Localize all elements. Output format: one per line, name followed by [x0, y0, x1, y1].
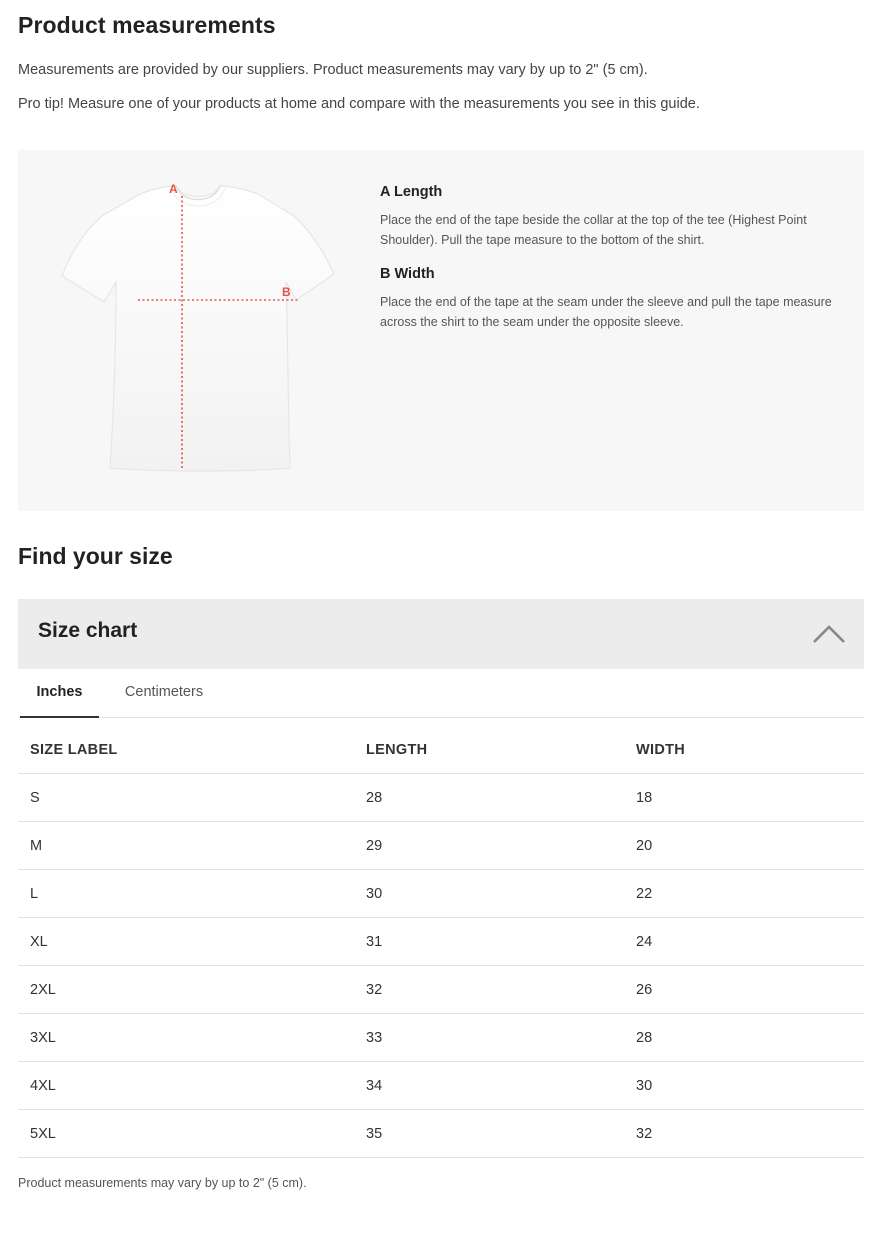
length-cell: 28 [354, 774, 624, 822]
size-cell: XL [18, 918, 354, 966]
width-cell: 18 [624, 774, 864, 822]
chevron-up-icon[interactable] [812, 623, 846, 645]
width-cell: 22 [624, 870, 864, 918]
table-row [18, 1110, 864, 1158]
table-row [18, 774, 864, 822]
measurement-guide-panel [18, 150, 864, 511]
length-cell: 29 [354, 822, 624, 870]
tshirt-diagram [58, 178, 338, 478]
width-description: Place the end of the tape at the seam under the sleeve and pull the tape measure across the shirt to the seam under the opposite sleeve. [380, 295, 832, 329]
width-cell: 24 [624, 918, 864, 966]
size-footnote: Product measurements may vary by up to 2" (5 cm). [18, 1176, 307, 1190]
column-header-width: WIDTH [624, 726, 864, 774]
size-cell: 2XL [18, 966, 354, 1014]
tab-inches[interactable]: Inches [20, 669, 99, 718]
label-a-marker: A [169, 182, 178, 196]
length-cell: 32 [354, 966, 624, 1014]
table-row [18, 870, 864, 918]
width-cell: 30 [624, 1062, 864, 1110]
size-cell: 5XL [18, 1110, 354, 1158]
pro-tip-text: Pro tip! Measure one of your products at home and compare with the measurements you see in this guide. [18, 96, 700, 112]
size-chart-title: Size chart [38, 619, 138, 642]
length-cell: 35 [354, 1110, 624, 1158]
intro-text: Measurements are provided by our suppliers. Product measurements may vary by up to 2" (5 cm). [18, 62, 648, 78]
table-row [18, 966, 864, 1014]
size-cell: S [18, 774, 354, 822]
tshirt-icon [58, 178, 338, 478]
page-title: Product measurements [18, 12, 276, 38]
length-cell: 33 [354, 1014, 624, 1062]
length-description: Place the end of the tape beside the collar at the top of the tee (Highest Point Shoulder). Pull the tape measure to the bottom of the shirt. [380, 213, 807, 247]
size-cell: L [18, 870, 354, 918]
size-cell: 4XL [18, 1062, 354, 1110]
measurement-instructions [380, 184, 840, 348]
column-header-size-label: SIZE LABEL [18, 726, 354, 774]
width-heading: B Width [380, 266, 435, 282]
size-cell: 3XL [18, 1014, 354, 1062]
tab-centimeters[interactable]: Centimeters [124, 684, 204, 700]
width-cell: 26 [624, 966, 864, 1014]
label-b-marker: B [282, 285, 291, 299]
length-cell: 30 [354, 870, 624, 918]
column-header-length: LENGTH [354, 726, 624, 774]
width-cell: 32 [624, 1110, 864, 1158]
table-row [18, 918, 864, 966]
width-cell: 28 [624, 1014, 864, 1062]
table-row [18, 822, 864, 870]
table-header-row [18, 726, 864, 774]
size-cell: M [18, 822, 354, 870]
table-row [18, 1014, 864, 1062]
find-size-heading: Find your size [18, 543, 173, 569]
length-cell: 31 [354, 918, 624, 966]
size-table [18, 726, 864, 1158]
table-row [18, 1062, 864, 1110]
length-heading: A Length [380, 184, 443, 200]
unit-tabs [18, 669, 864, 718]
width-cell: 20 [624, 822, 864, 870]
size-chart-accordion-header[interactable] [18, 599, 864, 669]
length-cell: 34 [354, 1062, 624, 1110]
